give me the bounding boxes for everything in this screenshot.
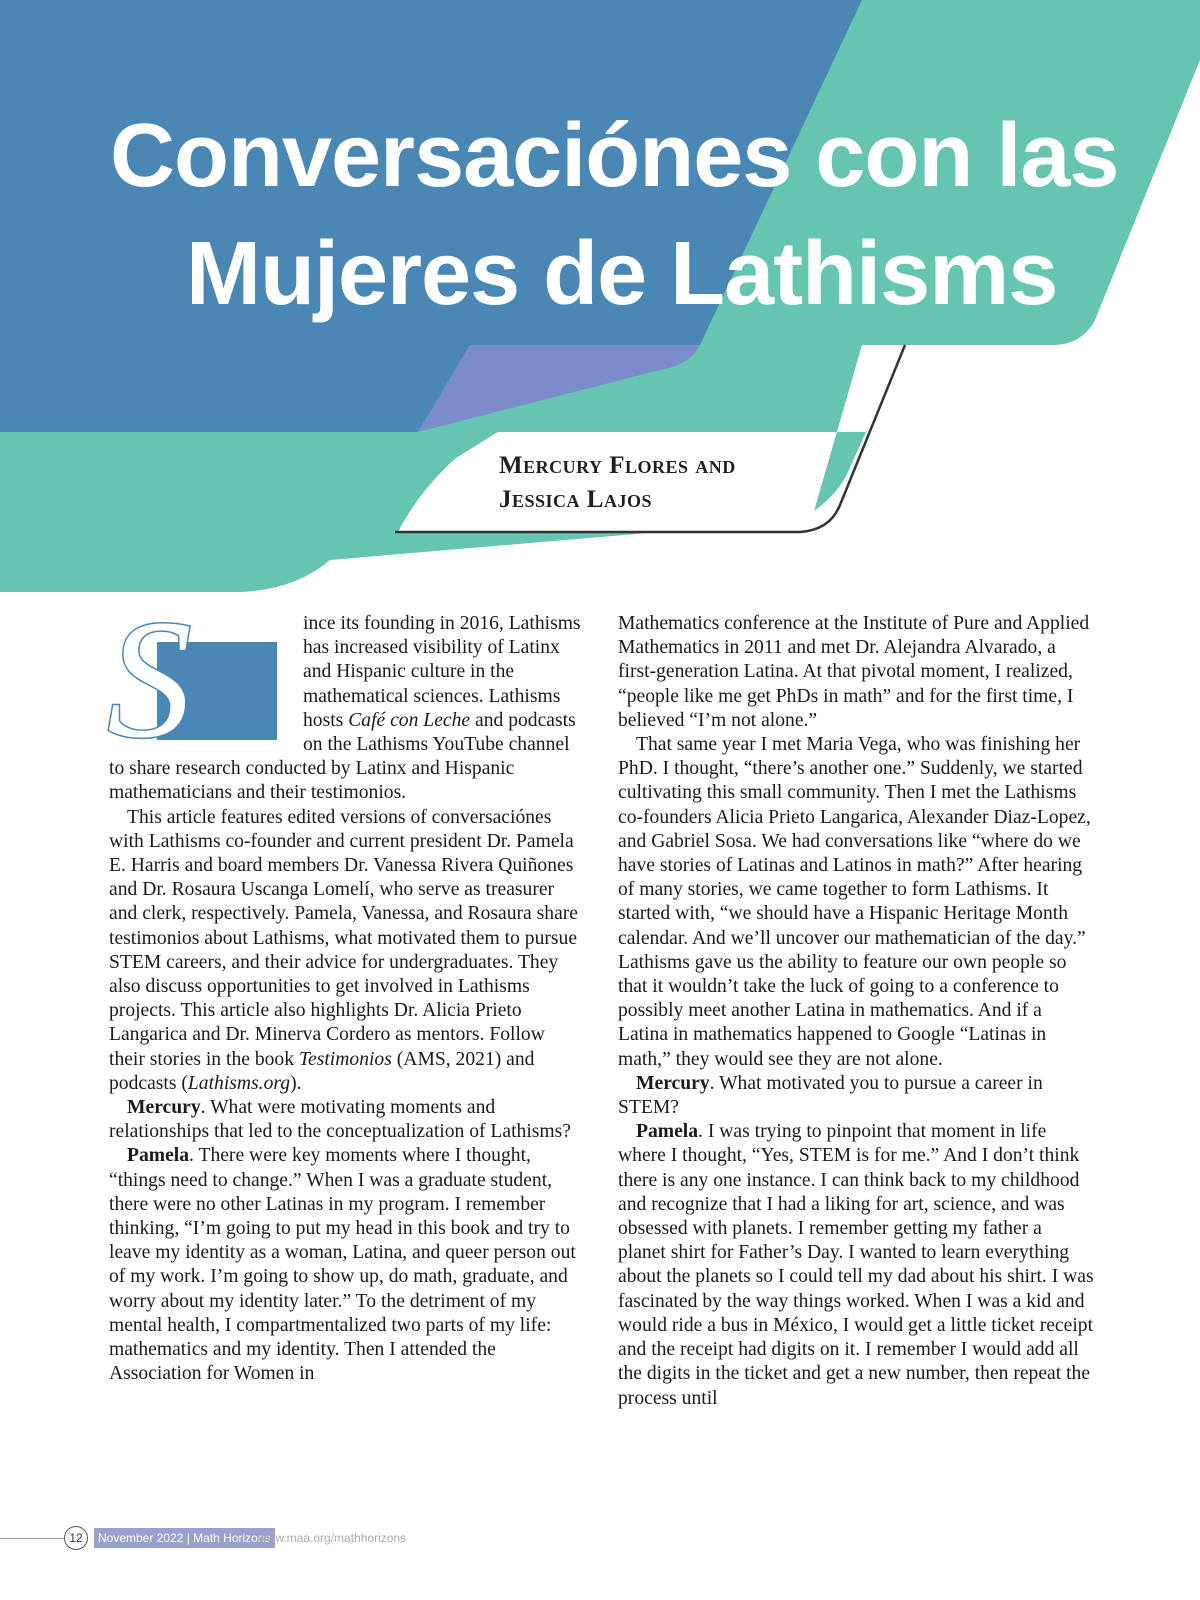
speaker-name: Mercury bbox=[636, 1072, 710, 1094]
speaker-name: Mercury bbox=[127, 1097, 201, 1119]
text-column-right bbox=[618, 612, 1094, 1411]
author-line-1: Mercury Flores and bbox=[499, 452, 736, 479]
book-title: Testimonios bbox=[298, 1048, 392, 1070]
overview-text-end: ). bbox=[290, 1072, 302, 1094]
question-paragraph bbox=[618, 1072, 1094, 1120]
answer-paragraph bbox=[618, 1120, 1094, 1410]
footer-issue-label: November 2022 | Math Horizons bbox=[94, 1528, 275, 1548]
question-text: . What motivated you to pursue a career in STEM? bbox=[618, 1072, 1043, 1119]
answer-text: . There were key moments where I thought, “things need to change.” When I was a graduate student, there were no other Latinas in my program. I remember thinking, “I’m going to put my head in this book and try to leave my identity as a woman, Latina, and queer person out of my work. I’m going to show up, do math, graduate, and worry about my identity later.” To the detriment of my mental health, I compartmentalized two parts of my life: mathematics and my identity. Then I attended the Association for Women in bbox=[109, 1145, 576, 1385]
overview-text-mid: (AMS, 2021) and podcasts ( bbox=[109, 1048, 535, 1094]
question-text: . What were motivating moments and relationships that led to the conceptualization of Lathisms? bbox=[109, 1097, 571, 1143]
answer-paragraph bbox=[109, 1144, 581, 1386]
intro-paragraph bbox=[109, 612, 581, 806]
text-column-left bbox=[109, 612, 581, 1387]
author-line-2: Jessica Lajos bbox=[499, 486, 652, 513]
intro-text-end: and podcasts on the Lathisms YouTube channel to share research conducted by Latinx and Hispanic mathematicians and their testimonios. bbox=[109, 709, 576, 804]
continued-paragraph: Mathematics conference at the Institute of Pure and Applied Mathematics in 2011 and met Dr. Alejandra Alvarado, a first-generation Latina. At that pivotal moment, I realized, “people like me get PhDs in math” and for the first time, I believed “I’m not alone.” bbox=[618, 613, 1090, 731]
question-paragraph bbox=[109, 1096, 581, 1144]
speaker-name: Pamela bbox=[127, 1145, 190, 1167]
intro-text: ince its founding in 2016, Lathisms has increased visibility of Latinx and Hispanic culture in the mathematical sciences. Lathisms hosts bbox=[303, 613, 581, 731]
answer-text: . I was trying to pinpoint that moment in life where I thought, “Yes, STEM is for me.” And I don’t think there is any one instance. I can think back to my childhood and recognize that I had a liking for art, science, and was obsessed with planets. I remember getting my father a planet shirt for Father’s Day. I wanted to learn everything about the planets so I could tell my dad about his shirt. I was fascinated by the way things worked. When I was a kid and would ride a bus in México, I would get a little ticket receipt and the receipt had digits on it. I remember I would add all the digits in the ticket and get a new number, then repeat the process until bbox=[618, 1121, 1094, 1409]
page-number: 12 bbox=[64, 1526, 88, 1550]
overview-text: This article features edited versions of conversaciónes with Lathisms co-founder and current president Dr. Pamela E. Harris and board members Dr. Vanessa Rivera Quiñones and Dr. Rosaura Uscanga Lomelí, who serve as treasurer and clerk, respectively. Pamela, Vanessa, and Rosaura share testimonios about Lathisms, what motivated them to pursue STEM careers, and their advice for undergraduates. They also discuss opportunities to get involved in Lathisms projects. This article also highlights Dr. Alicia Prieto Langarica and Dr. Minerva Cordero as mentors. Follow their stories in the book bbox=[109, 806, 578, 1070]
cafe-con-leche-title: Café con Leche bbox=[348, 709, 471, 731]
article-title-line-1: Conversaciónes con las bbox=[110, 106, 1119, 206]
footer-rule bbox=[0, 1538, 64, 1539]
article-title-line-2: Mujeres de Lathisms bbox=[186, 224, 1058, 324]
speaker-name: Pamela bbox=[636, 1121, 699, 1143]
page-footer bbox=[0, 1525, 1200, 1555]
website-link[interactable]: Lathisms.org bbox=[187, 1072, 291, 1094]
body-paragraph: That same year I met Maria Vega, who was finishing her PhD. I thought, “there’s another one.” Suddenly, we started cultivating this small community. Then I met the Lathisms co-founders Alicia Prieto Langarica, Alexander Diaz-Lopez, and Gabriel Sosa. We had conversations like “where do we have stories of Latinas and Latinos in math?” After hearing of many stories, we came together to form Lathisms. It started with, “we should have a Hispanic Heritage Month calendar. And we’ll uncover our mathematician of the day.” Lathisms gave us the ability to feature our own people so that it wouldn’t take the luck of going to a conference to possibly meet another Latina in mathematics. And if a Latina in mathematics happened to Google “Latinas in math,” they would see they are not alone. bbox=[618, 734, 1091, 1070]
footer-url[interactable]: www.maa.org/mathhorizons bbox=[258, 1531, 407, 1545]
article-overview-paragraph bbox=[109, 806, 581, 1096]
drop-cap bbox=[105, 612, 295, 740]
drop-cap-letter: S bbox=[107, 612, 192, 740]
